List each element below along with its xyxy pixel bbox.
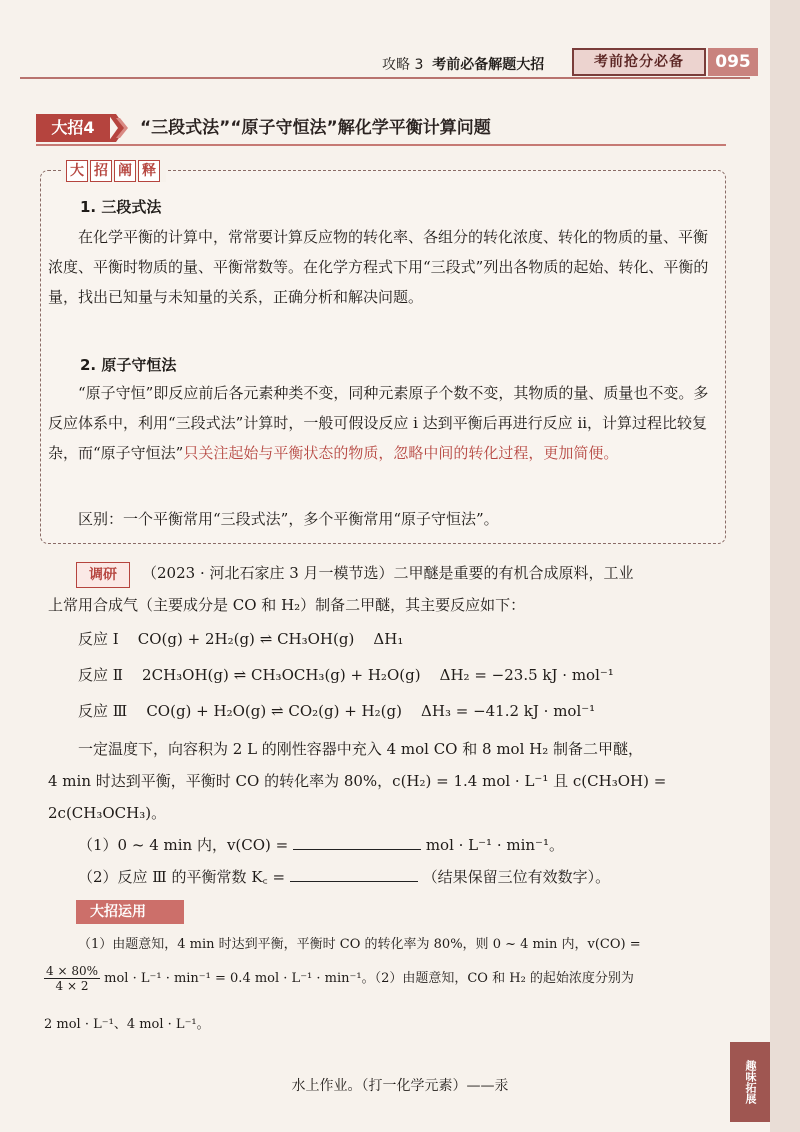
research-badge: 调研	[76, 562, 130, 588]
question-1-unit: mol · L⁻¹ · min⁻¹。	[425, 836, 564, 854]
reaction-name: 反应 Ⅰ	[78, 630, 119, 648]
running-header	[382, 54, 544, 74]
reaction-name: 反应 Ⅲ	[78, 702, 128, 720]
method-2-text: “原子守恒”即反应前后各元素种类不变，同种元素原子个数不变，其物质的量、质量也不变。多反应体系中，利用“三段式法”计算时，一般可假设反应 i 达到平衡后再进行反应 ii，计算过程比较复杂，而“原子守恒法”	[48, 384, 709, 462]
title-underline	[36, 144, 726, 146]
reaction-rhs: CH₃OCH₃(g) + H₂O(g)	[251, 666, 421, 684]
label-char: 大	[66, 160, 88, 182]
solution-line-1: （1）由题意知，4 min 时达到平衡，平衡时 CO 的转化率为 80%，则 0 ~ 4 min 内，v(CO) =	[78, 937, 641, 952]
reaction-enthalpy: ΔH₂ = −23.5 kJ · mol⁻¹	[439, 666, 614, 684]
method-2-paragraph	[48, 378, 718, 468]
reaction-rhs: CH₃OH(g)	[277, 630, 355, 648]
question-2-note: （结果保留三位有效数字）。	[422, 868, 611, 886]
equilibrium-arrow-icon: ⇌	[270, 702, 284, 720]
fraction	[44, 964, 100, 993]
question-1-text: （1）0 ~ 4 min 内，v(CO) =	[78, 836, 289, 854]
footer-riddle: 水上作业。（打一化学元素）——汞	[291, 1078, 509, 1094]
reaction-enthalpy: ΔH₁	[373, 630, 404, 648]
reaction-rhs: CO₂(g) + H₂(g)	[288, 702, 402, 720]
question-1	[78, 834, 564, 855]
condition-line-1: 一定温度下，向容积为 2 L 的刚性容器中充入 4 mol CO 和 8 mol H₂ 制备二甲醚，	[78, 740, 644, 758]
method-2-highlight: 只关注起始与平衡状态的物质，忽略中间的转化过程，更加简便。	[183, 444, 619, 462]
fraction-numerator: 4 × 80%	[46, 964, 98, 978]
title-badge: 大招4	[36, 114, 110, 142]
answer-blank-1[interactable]	[293, 849, 421, 850]
double-chevron-icon	[108, 114, 132, 142]
explanation-label	[62, 160, 166, 182]
corner-tab: 趣味拓展	[730, 1042, 770, 1122]
page-edge-strip	[770, 0, 800, 1132]
reaction-enthalpy: ΔH₃ = −41.2 kJ · mol⁻¹	[421, 702, 596, 720]
question-2-text: （2）反应 Ⅲ 的平衡常数 K꜀ =	[78, 868, 286, 886]
equilibrium-arrow-icon: ⇌	[259, 630, 273, 648]
section-heading: “三段式法”“原子守恒法”解化学平衡计算问题	[140, 118, 491, 138]
reaction-3	[78, 700, 595, 721]
problem-intro-1: （2023 · 河北石家庄 3 月一模节选）二甲醚是重要的有机合成原料，工业	[142, 564, 634, 582]
condition-line-3: 2c(CH₃OCH₃)。	[48, 804, 167, 822]
solution-line-2	[44, 964, 634, 994]
section-number: 攻略 3	[382, 57, 424, 73]
reaction-lhs: 2CH₃OH(g)	[142, 666, 229, 684]
equilibrium-arrow-icon: ⇌	[233, 666, 247, 684]
problem-intro-2: 上常用合成气（主要成分是 CO 和 H₂）制备二甲醚，其主要反应如下：	[48, 596, 526, 614]
condition-line-2: 4 min 时达到平衡，平衡时 CO 的转化率为 80%，c(H₂) = 1.4 mol · L⁻¹ 且 c(CH₃OH) =	[48, 772, 667, 790]
difference-note: 区别：一个平衡常用“三段式法”，多个平衡常用“原子守恒法”。	[78, 510, 499, 528]
section-title: 考前必备解题大招	[432, 57, 545, 73]
reaction-lhs: CO(g) + 2H₂(g)	[137, 630, 255, 648]
solution-line-3: 2 mol · L⁻¹、4 mol · L⁻¹。	[44, 1017, 210, 1032]
method-2-heading: 2. 原子守恒法	[80, 356, 177, 374]
fraction-denominator: 4 × 2	[55, 979, 89, 993]
header-tag: 考前抢分必备	[572, 48, 706, 76]
reaction-2	[78, 664, 614, 685]
reaction-name: 反应 Ⅱ	[78, 666, 123, 684]
label-char: 招	[90, 160, 112, 182]
solution-line-2-text: mol · L⁻¹ · min⁻¹ = 0.4 mol · L⁻¹ · min⁻¹。（2）由题意知，CO 和 H₂ 的起始浓度分别为	[104, 971, 634, 986]
header-rule	[20, 77, 750, 79]
page-number: 095	[708, 48, 758, 76]
method-1-paragraph: 在化学平衡的计算中，常常要计算反应物的转化率、各组分的转化浓度、转化的物质的量、平衡浓度、平衡时物质的量、平衡常数等。在化学方程式下用“三段式”列出各物质的起始、转化、平衡的量，找出已知量与未知量的关系，正确分析和解决问题。	[48, 228, 709, 306]
reaction-1	[78, 628, 403, 649]
reaction-lhs: CO(g) + H₂O(g)	[146, 702, 267, 720]
solution-badge: 大招运用	[76, 900, 184, 924]
label-char: 释	[138, 160, 160, 182]
method-1-heading: 1. 三段式法	[80, 198, 162, 216]
label-char: 阐	[114, 160, 136, 182]
question-2	[78, 866, 610, 887]
answer-blank-2[interactable]	[290, 881, 418, 882]
